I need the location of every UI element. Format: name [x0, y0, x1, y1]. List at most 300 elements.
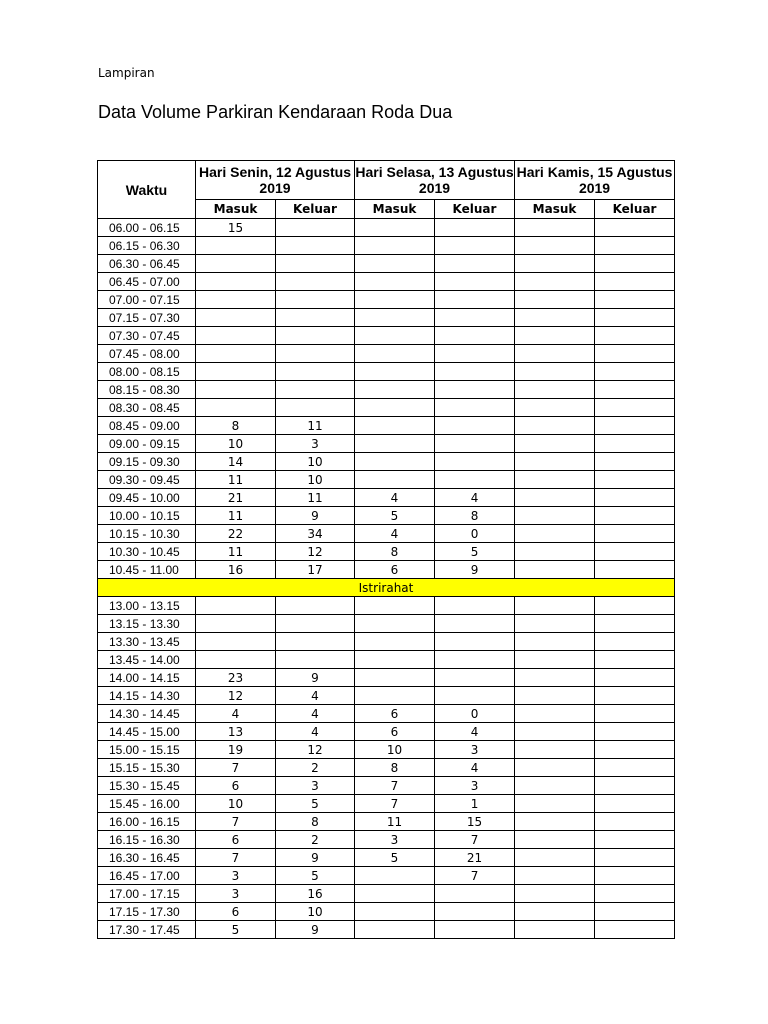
table-row	[98, 417, 675, 435]
masuk-cell	[355, 885, 435, 903]
time-cell: 17.30 - 17.45	[98, 921, 196, 939]
keluar-cell: 4	[435, 759, 515, 777]
masuk-cell	[196, 651, 276, 669]
masuk-cell	[355, 381, 435, 399]
masuk-cell	[355, 669, 435, 687]
keluar-cell	[595, 849, 675, 867]
keluar-cell	[595, 885, 675, 903]
keluar-cell	[595, 255, 675, 273]
masuk-cell	[515, 489, 595, 507]
masuk-cell	[515, 255, 595, 273]
masuk-cell: 7	[196, 849, 276, 867]
masuk-cell	[515, 345, 595, 363]
keluar-cell	[435, 615, 515, 633]
keluar-cell	[595, 723, 675, 741]
keluar-cell	[276, 597, 355, 615]
table-row	[98, 291, 675, 309]
time-cell: 08.00 - 08.15	[98, 363, 196, 381]
table-row	[98, 363, 675, 381]
keluar-cell	[276, 381, 355, 399]
keluar-cell: 12	[276, 741, 355, 759]
masuk-cell	[515, 309, 595, 327]
masuk-cell	[355, 867, 435, 885]
keluar-cell	[435, 651, 515, 669]
keluar-cell	[595, 345, 675, 363]
keluar-cell	[595, 363, 675, 381]
sub-header-keluar: Keluar	[435, 200, 515, 219]
day-header-kamis: Hari Kamis, 15 Agustus 2019	[515, 161, 675, 200]
masuk-cell	[515, 597, 595, 615]
masuk-cell	[515, 399, 595, 417]
keluar-cell	[435, 273, 515, 291]
keluar-cell: 7	[435, 831, 515, 849]
keluar-cell	[595, 903, 675, 921]
keluar-cell	[595, 219, 675, 237]
masuk-cell	[355, 309, 435, 327]
keluar-cell	[435, 633, 515, 651]
masuk-cell: 11	[196, 507, 276, 525]
sub-header-keluar: Keluar	[595, 200, 675, 219]
keluar-cell: 1	[435, 795, 515, 813]
keluar-cell	[595, 759, 675, 777]
keluar-cell	[276, 237, 355, 255]
waktu-header: Waktu	[98, 161, 196, 219]
masuk-cell	[515, 921, 595, 939]
masuk-cell	[515, 273, 595, 291]
keluar-cell: 12	[276, 543, 355, 561]
table-row	[98, 219, 675, 237]
keluar-cell	[435, 921, 515, 939]
keluar-cell	[435, 327, 515, 345]
masuk-cell	[355, 903, 435, 921]
keluar-cell	[435, 363, 515, 381]
table-row	[98, 525, 675, 543]
masuk-cell	[355, 633, 435, 651]
keluar-cell: 2	[276, 831, 355, 849]
masuk-cell	[515, 219, 595, 237]
keluar-cell	[595, 273, 675, 291]
keluar-cell: 0	[435, 705, 515, 723]
masuk-cell: 6	[355, 561, 435, 579]
keluar-cell	[595, 453, 675, 471]
keluar-cell	[595, 669, 675, 687]
keluar-cell	[435, 399, 515, 417]
keluar-cell	[435, 309, 515, 327]
table-row	[98, 345, 675, 363]
keluar-cell: 9	[435, 561, 515, 579]
keluar-cell	[435, 255, 515, 273]
table-row	[98, 597, 675, 615]
table-row	[98, 741, 675, 759]
time-cell: 07.00 - 07.15	[98, 291, 196, 309]
masuk-cell	[355, 273, 435, 291]
table-row	[98, 687, 675, 705]
appendix-label: Lampiran	[98, 66, 155, 80]
keluar-cell	[435, 687, 515, 705]
keluar-cell	[595, 921, 675, 939]
keluar-cell	[595, 309, 675, 327]
keluar-cell	[435, 417, 515, 435]
masuk-cell: 6	[196, 831, 276, 849]
table-row	[98, 795, 675, 813]
keluar-cell	[595, 525, 675, 543]
keluar-cell: 3	[276, 777, 355, 795]
masuk-cell	[355, 471, 435, 489]
time-cell: 13.30 - 13.45	[98, 633, 196, 651]
time-cell: 15.15 - 15.30	[98, 759, 196, 777]
time-cell: 07.15 - 07.30	[98, 309, 196, 327]
masuk-cell	[515, 327, 595, 345]
masuk-cell: 16	[196, 561, 276, 579]
time-cell: 06.15 - 06.30	[98, 237, 196, 255]
masuk-cell	[196, 363, 276, 381]
masuk-cell	[515, 813, 595, 831]
keluar-cell	[276, 345, 355, 363]
keluar-cell: 9	[276, 849, 355, 867]
table-row	[98, 777, 675, 795]
masuk-cell	[515, 237, 595, 255]
table-row	[98, 489, 675, 507]
keluar-cell	[435, 471, 515, 489]
time-cell: 09.30 - 09.45	[98, 471, 196, 489]
table-row	[98, 759, 675, 777]
masuk-cell: 10	[196, 435, 276, 453]
table-row	[98, 831, 675, 849]
break-label: Istrirahat	[98, 579, 675, 597]
masuk-cell	[515, 777, 595, 795]
masuk-cell	[515, 903, 595, 921]
table-row	[98, 399, 675, 417]
keluar-cell	[595, 813, 675, 831]
table-row	[98, 651, 675, 669]
keluar-cell: 15	[435, 813, 515, 831]
keluar-cell: 4	[276, 687, 355, 705]
masuk-cell: 7	[196, 759, 276, 777]
keluar-cell: 16	[276, 885, 355, 903]
table-body	[98, 219, 675, 939]
masuk-cell: 5	[196, 921, 276, 939]
time-cell: 14.45 - 15.00	[98, 723, 196, 741]
table-row	[98, 903, 675, 921]
keluar-cell: 5	[276, 867, 355, 885]
keluar-cell	[595, 561, 675, 579]
keluar-cell	[595, 543, 675, 561]
masuk-cell	[515, 561, 595, 579]
keluar-cell	[276, 291, 355, 309]
table-row	[98, 453, 675, 471]
masuk-cell	[196, 291, 276, 309]
masuk-cell	[515, 417, 595, 435]
keluar-cell: 11	[276, 489, 355, 507]
masuk-cell: 4	[355, 489, 435, 507]
table-row	[98, 921, 675, 939]
masuk-cell: 21	[196, 489, 276, 507]
masuk-cell: 6	[196, 777, 276, 795]
masuk-cell: 11	[355, 813, 435, 831]
masuk-cell	[355, 327, 435, 345]
table-row	[98, 885, 675, 903]
keluar-cell: 3	[435, 777, 515, 795]
masuk-cell	[515, 381, 595, 399]
masuk-cell: 6	[355, 705, 435, 723]
keluar-cell: 34	[276, 525, 355, 543]
time-cell: 06.30 - 06.45	[98, 255, 196, 273]
masuk-cell: 3	[355, 831, 435, 849]
masuk-cell	[355, 417, 435, 435]
masuk-cell: 15	[196, 219, 276, 237]
table-row	[98, 273, 675, 291]
keluar-cell	[595, 237, 675, 255]
masuk-cell	[355, 345, 435, 363]
masuk-cell	[515, 705, 595, 723]
masuk-cell	[515, 471, 595, 489]
sub-header-masuk: Masuk	[196, 200, 276, 219]
table-row	[98, 255, 675, 273]
keluar-cell: 9	[276, 669, 355, 687]
masuk-cell	[355, 219, 435, 237]
time-cell: 14.15 - 14.30	[98, 687, 196, 705]
masuk-cell	[355, 435, 435, 453]
time-cell: 17.15 - 17.30	[98, 903, 196, 921]
time-cell: 13.00 - 13.15	[98, 597, 196, 615]
sub-header-keluar: Keluar	[276, 200, 355, 219]
masuk-cell	[355, 453, 435, 471]
keluar-cell	[595, 399, 675, 417]
masuk-cell	[355, 399, 435, 417]
keluar-cell: 11	[276, 417, 355, 435]
keluar-cell	[276, 273, 355, 291]
masuk-cell: 10	[355, 741, 435, 759]
masuk-cell	[355, 363, 435, 381]
keluar-cell	[276, 399, 355, 417]
table-row	[98, 669, 675, 687]
masuk-cell: 8	[196, 417, 276, 435]
keluar-cell: 8	[435, 507, 515, 525]
masuk-cell: 23	[196, 669, 276, 687]
table-row	[98, 435, 675, 453]
table-row	[98, 633, 675, 651]
keluar-cell: 21	[435, 849, 515, 867]
keluar-cell: 5	[276, 795, 355, 813]
keluar-cell: 4	[435, 723, 515, 741]
keluar-cell	[595, 489, 675, 507]
keluar-cell: 10	[276, 471, 355, 489]
masuk-cell	[515, 741, 595, 759]
table-row	[98, 309, 675, 327]
time-cell: 16.15 - 16.30	[98, 831, 196, 849]
keluar-cell	[595, 435, 675, 453]
keluar-cell	[435, 453, 515, 471]
time-cell: 06.45 - 07.00	[98, 273, 196, 291]
keluar-cell	[595, 327, 675, 345]
masuk-cell	[196, 273, 276, 291]
masuk-cell: 11	[196, 543, 276, 561]
sub-header-masuk: Masuk	[355, 200, 435, 219]
time-cell: 16.30 - 16.45	[98, 849, 196, 867]
masuk-cell	[196, 327, 276, 345]
parking-volume-table	[97, 160, 675, 939]
keluar-cell	[595, 651, 675, 669]
masuk-cell	[355, 687, 435, 705]
keluar-cell: 3	[276, 435, 355, 453]
time-cell: 10.15 - 10.30	[98, 525, 196, 543]
masuk-cell	[515, 759, 595, 777]
masuk-cell	[515, 669, 595, 687]
keluar-cell: 2	[276, 759, 355, 777]
masuk-cell: 19	[196, 741, 276, 759]
keluar-cell	[276, 219, 355, 237]
masuk-cell	[196, 345, 276, 363]
keluar-cell: 10	[276, 903, 355, 921]
masuk-cell	[515, 687, 595, 705]
table-row	[98, 705, 675, 723]
keluar-cell: 4	[435, 489, 515, 507]
masuk-cell: 10	[196, 795, 276, 813]
masuk-cell	[515, 795, 595, 813]
masuk-cell	[196, 309, 276, 327]
keluar-cell	[276, 255, 355, 273]
keluar-cell	[435, 237, 515, 255]
keluar-cell	[276, 651, 355, 669]
masuk-cell	[355, 597, 435, 615]
time-cell: 09.00 - 09.15	[98, 435, 196, 453]
day-header-senin: Hari Senin, 12 Agustus 2019	[196, 161, 355, 200]
keluar-cell	[435, 597, 515, 615]
time-cell: 13.45 - 14.00	[98, 651, 196, 669]
keluar-cell	[595, 471, 675, 489]
table-row	[98, 867, 675, 885]
table-row	[98, 237, 675, 255]
keluar-cell	[435, 669, 515, 687]
keluar-cell	[276, 327, 355, 345]
masuk-cell	[355, 255, 435, 273]
masuk-cell	[515, 849, 595, 867]
masuk-cell	[515, 831, 595, 849]
keluar-cell	[595, 687, 675, 705]
masuk-cell: 3	[196, 885, 276, 903]
keluar-cell	[435, 345, 515, 363]
time-cell: 08.15 - 08.30	[98, 381, 196, 399]
header-row-days	[98, 161, 675, 200]
keluar-cell: 4	[276, 723, 355, 741]
masuk-cell	[515, 651, 595, 669]
keluar-cell	[276, 363, 355, 381]
masuk-cell	[355, 921, 435, 939]
masuk-cell: 7	[355, 777, 435, 795]
masuk-cell: 12	[196, 687, 276, 705]
table-row	[98, 615, 675, 633]
masuk-cell: 8	[355, 759, 435, 777]
masuk-cell: 4	[355, 525, 435, 543]
keluar-cell: 10	[276, 453, 355, 471]
keluar-cell	[435, 435, 515, 453]
masuk-cell: 5	[355, 849, 435, 867]
keluar-cell	[595, 507, 675, 525]
time-cell: 17.00 - 17.15	[98, 885, 196, 903]
time-cell: 09.45 - 10.00	[98, 489, 196, 507]
masuk-cell: 8	[355, 543, 435, 561]
time-cell: 14.00 - 14.15	[98, 669, 196, 687]
masuk-cell: 7	[196, 813, 276, 831]
day-header-selasa: Hari Selasa, 13 Agustus 2019	[355, 161, 515, 200]
masuk-cell	[196, 381, 276, 399]
masuk-cell	[355, 651, 435, 669]
table-row	[98, 543, 675, 561]
time-cell: 07.45 - 08.00	[98, 345, 196, 363]
table-row	[98, 723, 675, 741]
masuk-cell	[515, 867, 595, 885]
keluar-cell	[276, 615, 355, 633]
masuk-cell: 4	[196, 705, 276, 723]
masuk-cell: 11	[196, 471, 276, 489]
masuk-cell: 5	[355, 507, 435, 525]
masuk-cell: 6	[196, 903, 276, 921]
masuk-cell	[355, 615, 435, 633]
time-cell: 10.30 - 10.45	[98, 543, 196, 561]
time-cell: 07.30 - 07.45	[98, 327, 196, 345]
time-cell: 08.30 - 08.45	[98, 399, 196, 417]
keluar-cell	[595, 291, 675, 309]
time-cell: 10.45 - 11.00	[98, 561, 196, 579]
keluar-cell	[595, 795, 675, 813]
keluar-cell: 9	[276, 921, 355, 939]
masuk-cell: 22	[196, 525, 276, 543]
masuk-cell	[196, 237, 276, 255]
masuk-cell: 6	[355, 723, 435, 741]
masuk-cell	[196, 615, 276, 633]
time-cell: 10.00 - 10.15	[98, 507, 196, 525]
time-cell: 08.45 - 09.00	[98, 417, 196, 435]
keluar-cell: 4	[276, 705, 355, 723]
table-row	[98, 561, 675, 579]
keluar-cell	[595, 633, 675, 651]
keluar-cell	[595, 831, 675, 849]
keluar-cell	[595, 705, 675, 723]
time-cell: 16.00 - 16.15	[98, 813, 196, 831]
keluar-cell	[595, 597, 675, 615]
masuk-cell: 14	[196, 453, 276, 471]
masuk-cell	[355, 291, 435, 309]
page-title: Data Volume Parkiran Kendaraan Roda Dua	[98, 102, 453, 122]
time-cell: 16.45 - 17.00	[98, 867, 196, 885]
keluar-cell	[595, 417, 675, 435]
masuk-cell	[196, 633, 276, 651]
masuk-cell	[515, 543, 595, 561]
keluar-cell	[435, 885, 515, 903]
masuk-cell	[515, 885, 595, 903]
masuk-cell	[515, 525, 595, 543]
masuk-cell	[515, 723, 595, 741]
masuk-cell	[196, 399, 276, 417]
masuk-cell	[515, 453, 595, 471]
keluar-cell	[276, 309, 355, 327]
time-cell: 14.30 - 14.45	[98, 705, 196, 723]
masuk-cell	[355, 237, 435, 255]
keluar-cell	[595, 741, 675, 759]
table-row	[98, 381, 675, 399]
masuk-cell: 13	[196, 723, 276, 741]
time-cell: 15.30 - 15.45	[98, 777, 196, 795]
keluar-cell: 17	[276, 561, 355, 579]
keluar-cell	[435, 381, 515, 399]
keluar-cell	[595, 381, 675, 399]
keluar-cell: 0	[435, 525, 515, 543]
masuk-cell	[515, 435, 595, 453]
table-row	[98, 813, 675, 831]
masuk-cell: 3	[196, 867, 276, 885]
masuk-cell	[515, 507, 595, 525]
masuk-cell: 7	[355, 795, 435, 813]
